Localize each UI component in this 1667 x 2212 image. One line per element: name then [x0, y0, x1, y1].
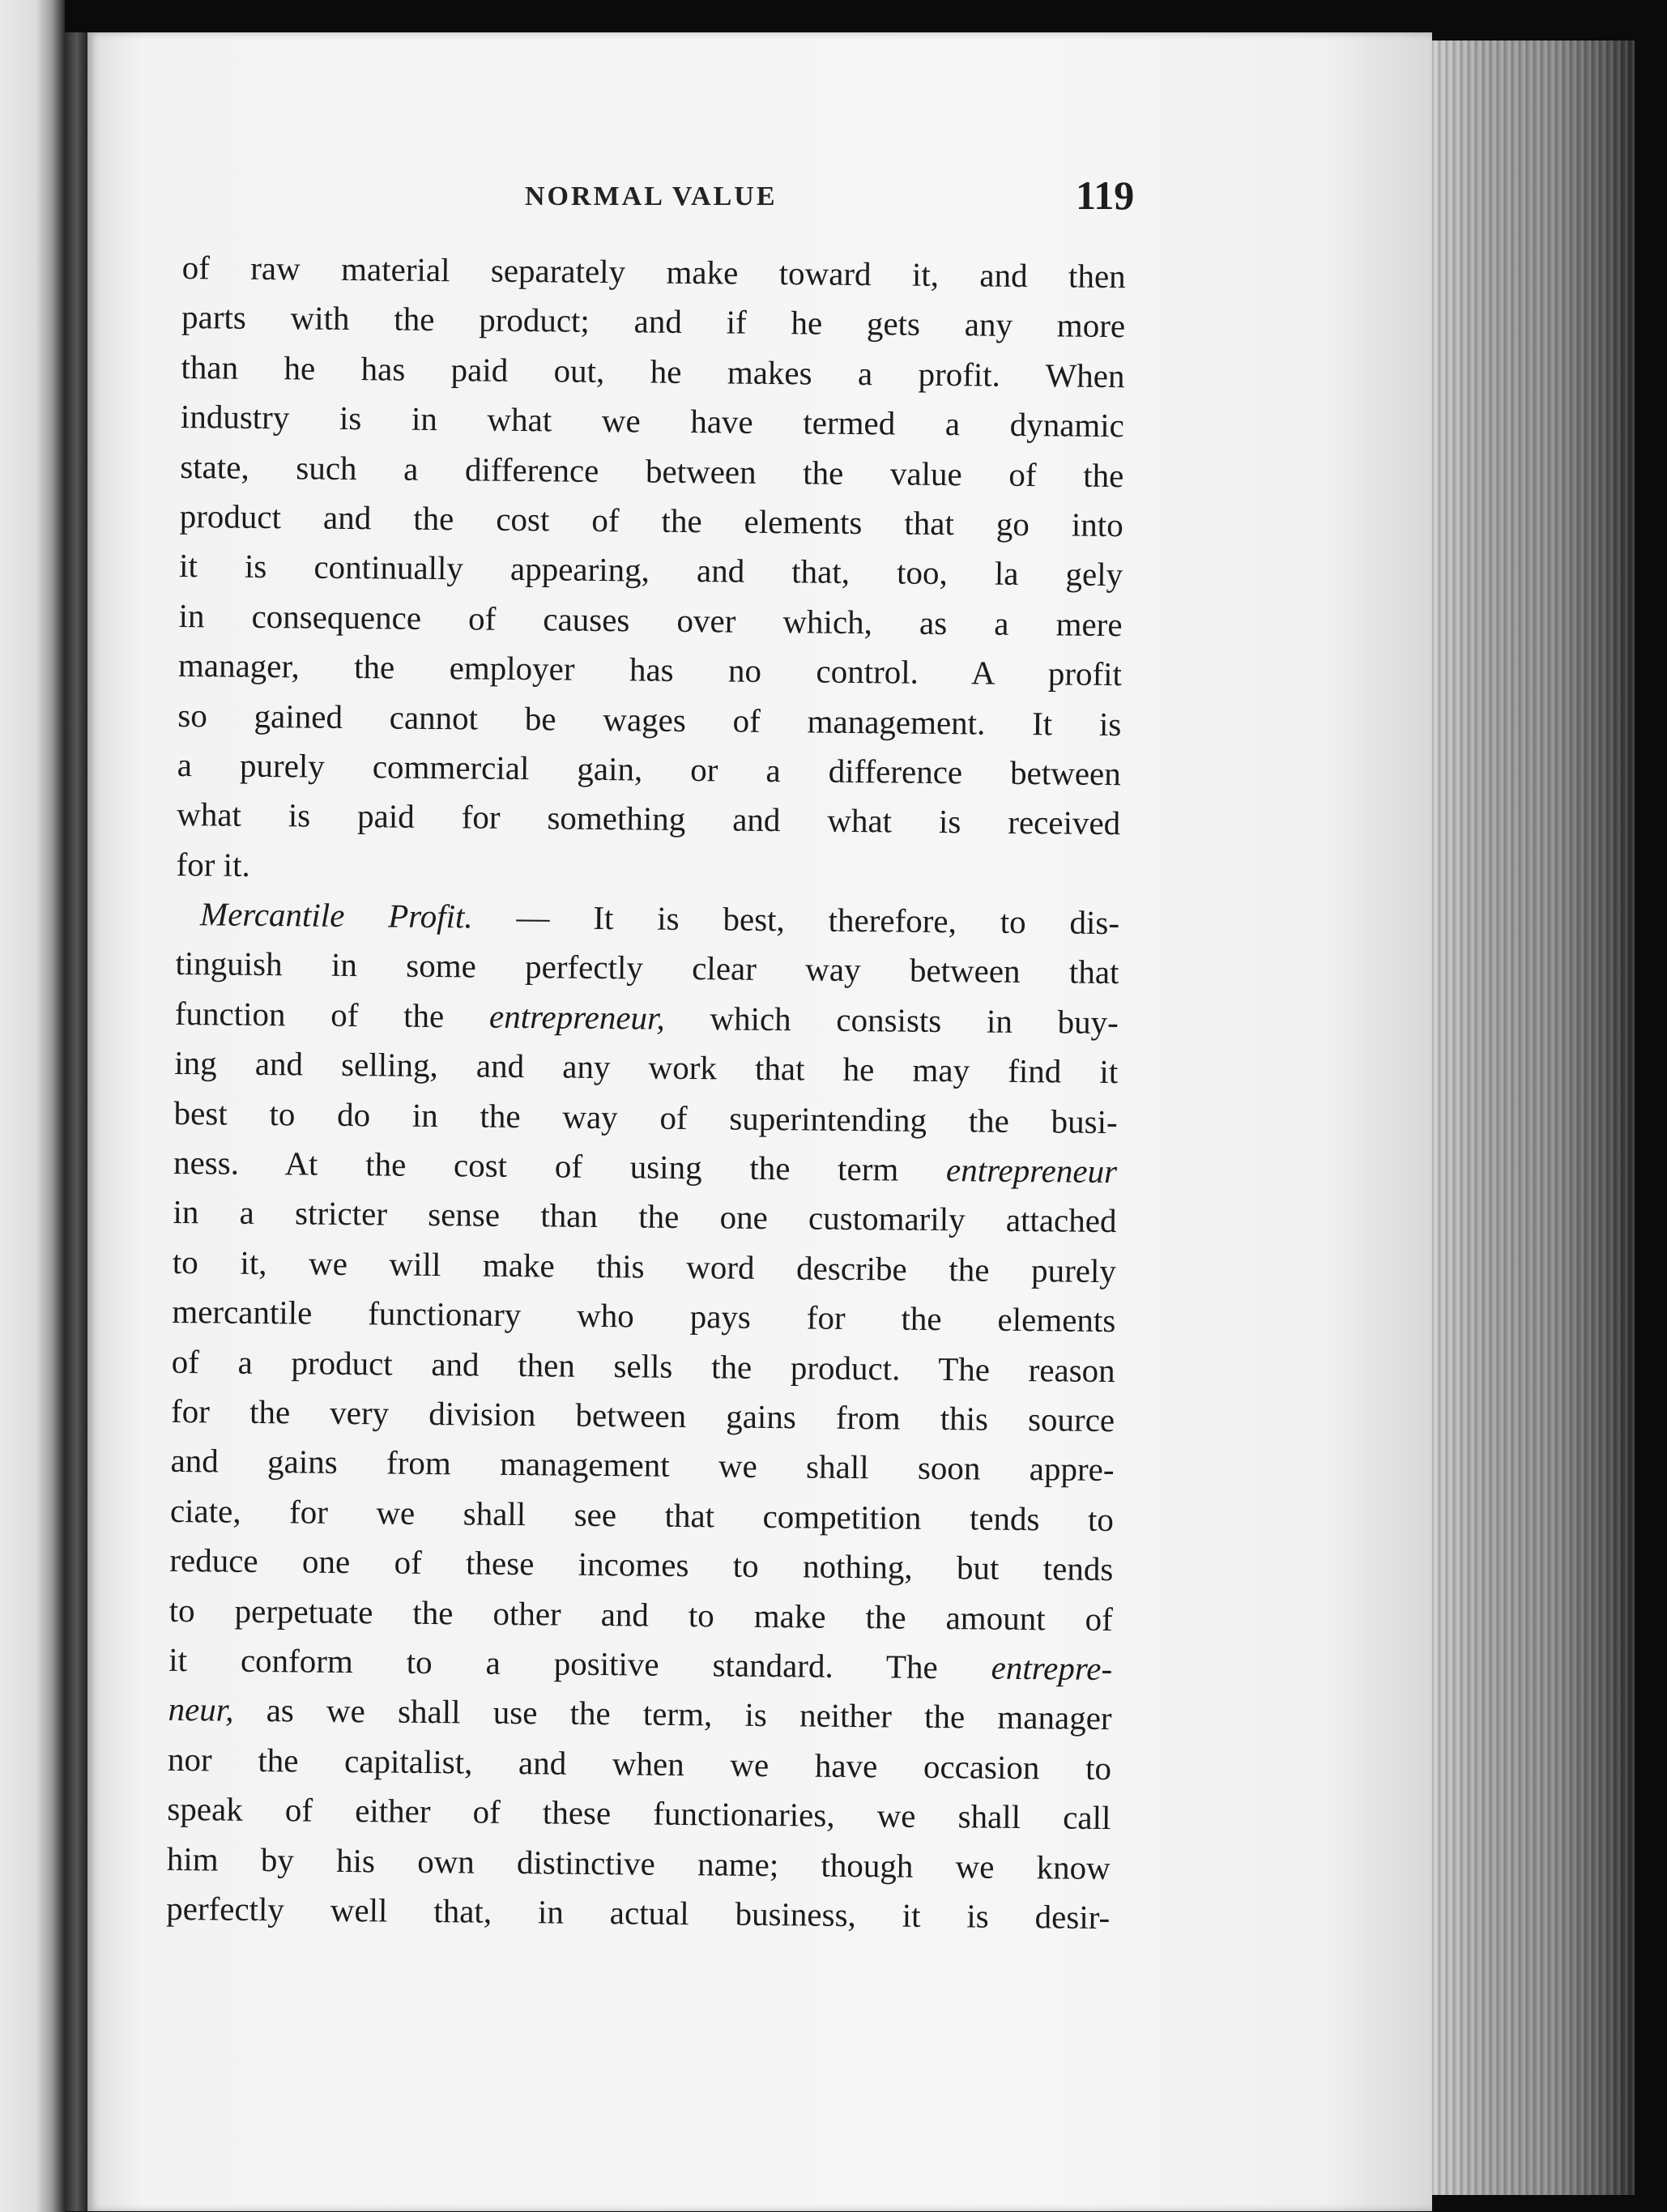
running-head-title: NORMAL VALUE	[525, 181, 778, 211]
book-gutter	[65, 32, 89, 2211]
section-heading-line: Mercantile Profit. — It is best, therefore, to dis-	[199, 895, 1120, 942]
text-line: ness. At the cost of using the term entrepreneur	[173, 1143, 1118, 1191]
text-line: for it.	[176, 845, 250, 884]
text-line: of a product and then sells the product. The reason	[171, 1342, 1115, 1389]
text-line: so gained cannot be wages of management. It is	[177, 696, 1122, 743]
text-line: than he has paid out, he makes a profit. When	[181, 347, 1125, 394]
text-line: of raw material separately make toward it, and then	[181, 248, 1126, 296]
text-line: manager, the employer has no control. A profit	[177, 646, 1123, 693]
text-line: ing and selling, and any work that he may find it	[174, 1044, 1119, 1091]
text-line: parts with the product; and if he gets any more	[181, 298, 1126, 345]
text-line: mercantile functionary who pays for the elements	[172, 1293, 1116, 1340]
body-text	[166, 243, 1126, 1942]
text-line: him by his own distinctive name; though we know	[166, 1839, 1111, 1886]
text-line: to it, we will make this word describe the purely	[172, 1242, 1117, 1289]
text-line: function of the entrepreneur, which consists in buy-	[174, 994, 1119, 1041]
text-line: reduce one of these incomes to nothing, but tends	[169, 1541, 1114, 1588]
text-line: state, such a difference between the value of the	[180, 447, 1124, 494]
text-line: in a stricter sense than the one customarily attached	[173, 1193, 1117, 1240]
text-line: for the very division between gains from this source	[170, 1392, 1115, 1439]
text-line: tinguish in some perfectly clear way between that	[175, 944, 1119, 991]
text-line: it is continually appearing, and that, too, la gely	[178, 547, 1123, 594]
text-line: product and the cost of the elements that go into	[179, 497, 1123, 544]
section-heading: Mercantile Profit.	[199, 895, 473, 936]
text-line: a purely commercial gain, or a difference between	[177, 745, 1121, 793]
text-line: industry is in what we have termed a dynamic	[180, 398, 1125, 445]
text-line: ciate, for we shall see that competition tends to	[169, 1491, 1115, 1538]
left-page-edge	[0, 0, 65, 2212]
text-line: speak of either of these functionaries, we shall call	[167, 1790, 1111, 1837]
page-number: 119	[1076, 173, 1135, 218]
page-fore-edge	[1432, 40, 1635, 2195]
text-line: it conform to a positive standard. The entrepre-	[168, 1640, 1113, 1688]
running-head	[87, 173, 1432, 225]
text-line: and gains from management we shall soon appre-	[170, 1442, 1115, 1489]
text-line: best to do in the way of superintending the busi-	[173, 1093, 1118, 1140]
text-line: what is paid for something and what is received	[177, 795, 1121, 842]
text-line: to perpetuate the other and to make the amount of	[168, 1591, 1113, 1638]
text-line: in consequence of causes over which, as a mere	[178, 596, 1123, 643]
text-line: neur, as we shall use the term, is neither the manager	[168, 1690, 1112, 1737]
text-line: perfectly well that, in actual business, it is desir-	[166, 1889, 1111, 1936]
text-line: nor the capitalist, and when we have occasion to	[167, 1740, 1112, 1787]
